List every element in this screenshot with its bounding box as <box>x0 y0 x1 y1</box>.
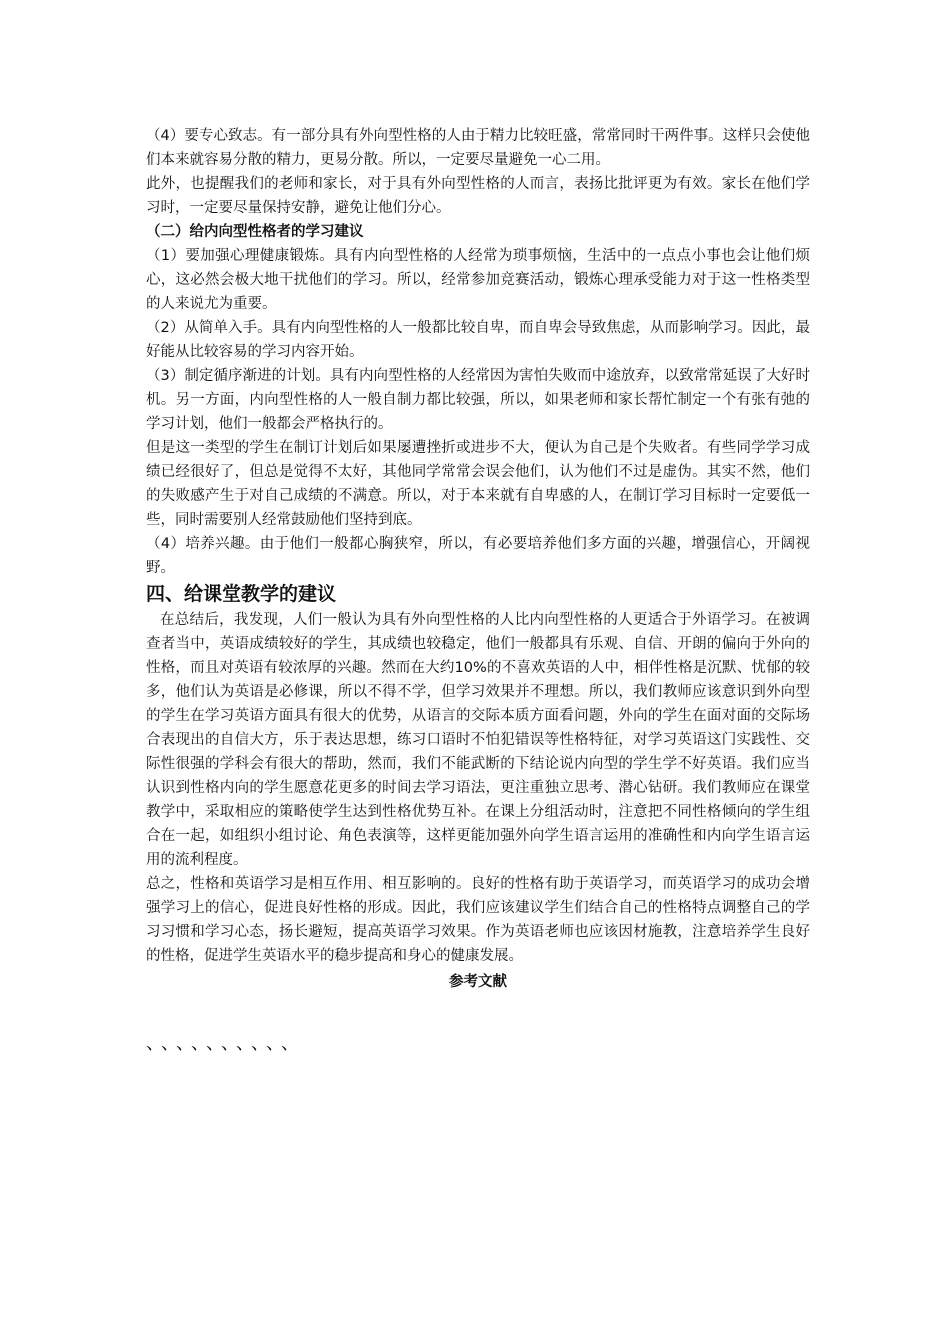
paragraph-introvert-1: （1）要加强心理健康锻炼。具有内向型性格的人经常为琐事烦恼，生活中的一点点小事也会让他们烦心，这必然会极大地干扰他们的学习。所以，经常参加竞赛活动，锻炼心理承受能力对于这一性格类型的人来说尤为重要。 <box>146 248 810 312</box>
section-heading-classroom: 四、给课堂教学的建议 <box>146 583 337 605</box>
paragraph-classroom-advice: 在总结后，我发现，人们一般认为具有外向型性格的人比内向型性格的人更适合于外语学习。在被调查者当中，英语成绩较好的学生，其成绩也较稳定，他们一般都具有乐观、自信、开朗的偏向于外向的性格，而且对英语有较浓厚的兴趣。然而在大约10%的不喜欢英语的人中，相伴性格是沉默、忧郁的较多，他们认为英语是必修课，所以不得不学，但学习效果并不理想。所以，我们教师应该意识到外向型的学生在学习英语方面具有很大的优势，从语言的交际本质方面看问题，外向的学生在面对面的交际场合表现出的自信大方，乐于表达思想，练习口语时不怕犯错误等性格特征，对学习英语这门实践性、交际性很强的学科会有很大的帮助，然而，我们不能武断的下结论说内向型的学生学不好英语。我们应当认识到性格内向的学生愿意花更多的时间去学习语法，更注重独立思考、潜心钻研。我们教师应在课堂教学中，采取相应的策略使学生达到性格优势互补。在课上分组活动时，注意把不同性格倾向的学生组合在一起，如组织小组讨论、角色表演等，这样更能加强外向学生语言运用的准确性和内向学生语言运用的流利程度。 <box>146 612 810 868</box>
paragraph-extrovert-focus: （4）要专心致志。有一部分具有外向型性格的人由于精力比较旺盛，常常同时干两件事。这样只会使他们本来就容易分散的精力，更易分散。所以，一定要尽量避免一心二用。 <box>146 128 810 168</box>
paragraph-introvert-2: （2）从简单入手。具有内向型性格的人一般都比较自卑，而自卑会导致焦虑，从而影响学习。因此，最好能从比较容易的学习内容开始。 <box>146 320 810 360</box>
paragraph-conclusion: 总之，性格和英语学习是相互作用、相互影响的。良好的性格有助于英语学习，而英语学习的成功会增强学习上的信心，促进良好性格的形成。因此，我们应该建议学生们结合自己的性格特点调整自己的学习习惯和学习心态，扬长避短，提高英语学习效果。作为英语老师也应该因材施教，注意培养学生良好的性格，促进学生英语水平的稳步提高和身心的健康发展。 <box>146 876 810 964</box>
subheading-introvert-advice: （二）给内向型性格者的学习建议 <box>146 224 364 240</box>
references-heading: 参考文献 <box>449 974 507 990</box>
document-body <box>146 124 810 1056</box>
paragraph-introvert-3-cont: 但是这一类型的学生在制订计划后如果屡遭挫折或进步不大，便认为自己是个失败者。有些同学学习成绩已经很好了，但总是觉得不太好，其他同学常常会误会他们，认为他们不过是虚伪。其实不然，他们的失败感产生于对自己成绩的不满意。所以，对于本来就有自卑感的人，在制订学习目标时一定要低一些，同时需要别人经常鼓励他们坚持到底。 <box>146 440 810 528</box>
paragraph-introvert-4: （4）培养兴趣。由于他们一般都心胸狭窄，所以，有必要培养他们多方面的兴趣，增强信心，开阔视野。 <box>146 536 810 576</box>
reference-placeholder-marks: 、、、、、、、、、、 <box>146 1033 305 1054</box>
paragraph-introvert-3: （3）制定循序渐进的计划。具有内向型性格的人经常因为害怕失败而中途放弃，以致常常延误了大好时机。另一方面，内向型性格的人一般自制力都比较强，所以，如果老师和家长帮忙制定一个有张有弛的学习计划，他们一般都会严格执行的。 <box>146 368 810 432</box>
paragraph-teacher-parent-note: 此外，也提醒我们的老师和家长，对于具有外向型性格的人而言，表扬比批评更为有效。家长在他们学习时，一定要尽量保持安静，避免让他们分心。 <box>146 176 810 216</box>
